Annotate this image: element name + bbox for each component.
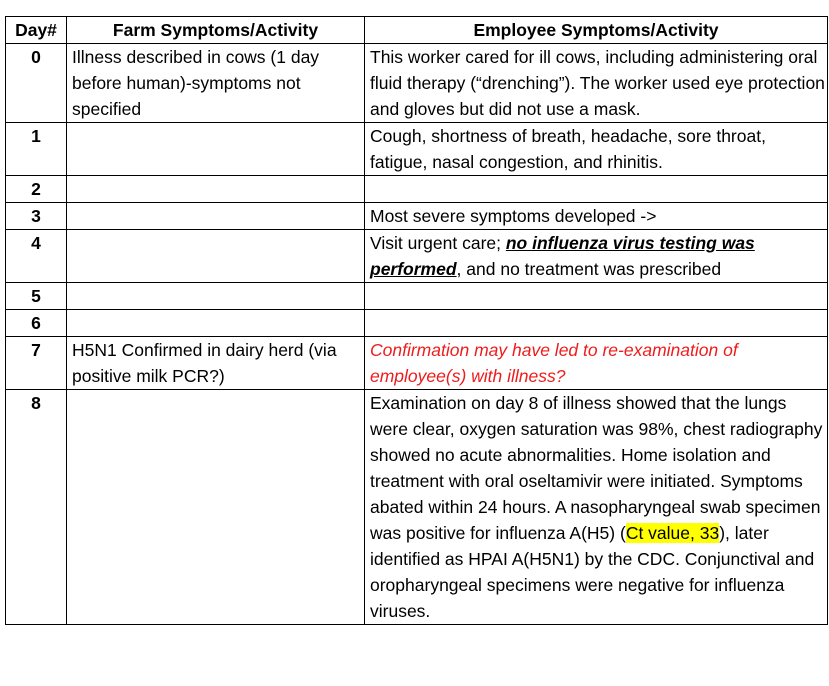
emphasized-text: no influenza virus testing was performed [370,233,755,279]
day-cell: 0 [6,44,67,123]
employee-text: , and no treatment was prescribed [456,259,722,279]
header-row [6,17,828,44]
employee-text: ), later identified as HPAI A(H5N1) by the CDC. Conjunctival and oropharyngeal specimens were negative for influenza viruses. [370,523,815,621]
employee-cell [365,230,828,283]
table-row [6,230,828,283]
farm-cell [67,123,365,176]
day-cell: 3 [6,203,67,230]
farm-cell [67,310,365,337]
farm-cell [67,176,365,203]
header-employee: Employee Symptoms/Activity [365,17,828,44]
table-row [6,203,828,230]
day-cell: 8 [6,390,67,625]
table-row [6,44,828,123]
table-row [6,310,828,337]
farm-cell: H5N1 Confirmed in dairy herd (via positive milk PCR?) [67,337,365,390]
employee-text: Examination on day 8 of illness showed that the lungs were clear, oxygen saturation was 98%, chest radiography showed no acute abnormalities. Home isolation and treatment with oral oseltamivir were initiated. Symptoms abated within 24 hours. A nasopharyngeal swab specimen was positive for influenza A(H5) ( [370,393,823,543]
timeline-table [5,16,828,625]
farm-cell [67,230,365,283]
day-cell: 6 [6,310,67,337]
employee-cell: Cough, shortness of breath, headache, sore throat, fatigue, nasal congestion, and rhinitis. [365,123,828,176]
farm-cell [67,203,365,230]
table-row [6,176,828,203]
day-cell: 2 [6,176,67,203]
table-row [6,123,828,176]
table-row [6,390,828,625]
header-farm: Farm Symptoms/Activity [67,17,365,44]
employee-cell [365,390,828,625]
header-day: Day# [6,17,67,44]
employee-text: Visit urgent care; [370,233,506,253]
day-cell: 1 [6,123,67,176]
farm-cell [67,283,365,310]
day-cell: 5 [6,283,67,310]
day-cell: 7 [6,337,67,390]
employee-cell: This worker cared for ill cows, including administering oral fluid therapy (“drenching”). The worker used eye protection and gloves but did not use a mask. [365,44,828,123]
farm-cell [67,390,365,625]
employee-cell: Most severe symptoms developed -> [365,203,828,230]
farm-cell: Illness described in cows (1 day before human)-symptoms not specified [67,44,365,123]
table-row [6,283,828,310]
employee-note-cell: Confirmation may have led to re-examination of employee(s) with illness? [365,337,828,390]
employee-cell [365,176,828,203]
employee-cell [365,310,828,337]
table-row [6,337,828,390]
day-cell: 4 [6,230,67,283]
highlighted-text: Ct value, 33 [625,523,720,543]
employee-cell [365,283,828,310]
